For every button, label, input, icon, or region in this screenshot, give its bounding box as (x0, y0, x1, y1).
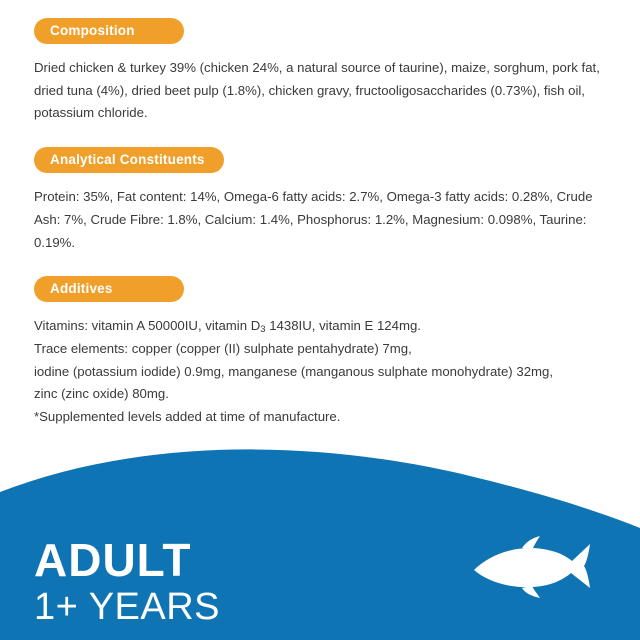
additives-line-footnote: *Supplemented levels added at time of manufacture. (34, 409, 341, 425)
additives-text (34, 315, 600, 429)
composition-paragraph: Dried chicken & turkey 39% (chicken 24%, a natural source of taurine), maize, sorghum, pork fat, dried tuna (4%), dried beet pulp (1.8%), chicken gravy, fructooligosaccharides (0.73%), fish oil, potassium chloride. (34, 60, 600, 121)
analytical-constituents-paragraph: Protein: 35%, Fat content: 14%, Omega-6 fatty acids: 2.7%, Omega-3 fatty acids: 0.28%, Crude Ash: 7%, Crude Fibre: 1.8%, Calcium: 1.4%, Phosphorus: 1.2%, Magnesium: 0.098%, Taurine: 0.19%. (34, 189, 593, 250)
additives-line-vitamins (34, 315, 600, 338)
vitamins-suffix: 1438IU, vitamin E 124mg. (265, 318, 421, 334)
footer-text-block (34, 534, 221, 628)
analytical-constituents-heading: Analytical Constituents (34, 147, 224, 173)
section-composition (34, 18, 606, 125)
additives-line-zinc: zinc (zinc oxide) 80mg. (34, 386, 169, 402)
composition-text (34, 57, 600, 125)
additives-line-iodine: iodine (potassium iodide) 0.9mg, manganese (manganous sulphate monohydrate) 32mg, (34, 363, 554, 379)
analytical-constituents-text (34, 186, 600, 254)
vitamins-prefix: Vitamins: vitamin A 50000IU, vitamin D (34, 318, 261, 334)
section-additives (34, 276, 606, 429)
fish-icon (470, 536, 600, 598)
section-analytical-constituents (34, 147, 606, 254)
vitamin-d3-subscript: 3 (260, 324, 266, 336)
additives-line-trace-elements: Trace elements: copper (copper (II) sulphate pentahydrate) 7mg, (34, 340, 412, 356)
footer-panel (0, 440, 640, 640)
footer-subtitle: 1+ YEARS (34, 586, 221, 628)
additives-heading: Additives (34, 276, 184, 302)
composition-heading: Composition (34, 18, 184, 44)
footer-title: ADULT (34, 534, 192, 587)
